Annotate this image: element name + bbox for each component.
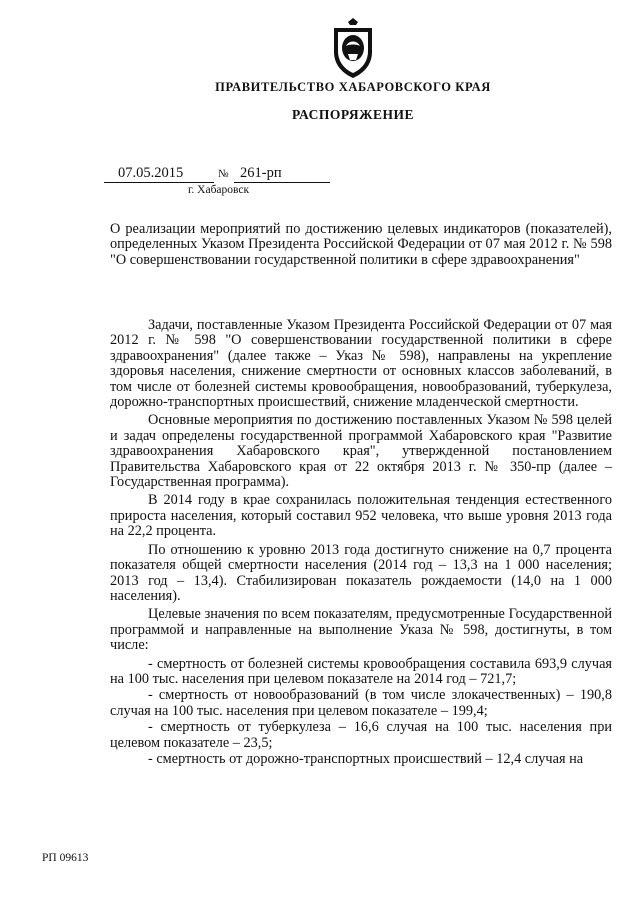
list-item: - смертность от болезней системы кровообращения составила 693,9 случая на 100 тыс. населения при целевом показателе на 2014 год – 721,7; bbox=[110, 655, 612, 687]
organization-title: ПРАВИТЕЛЬСТВО ХАБАРОВСКОГО КРАЯ bbox=[215, 80, 491, 94]
document-subject: О реализации мероприятий по достижению целевых индикаторов (показателей), определенных Указом Президента Российской Федерации от 07 мая 2012 г. № 598 "О совершенствовании государственной политики в сфере здравоохранения" bbox=[110, 221, 612, 268]
document-date: 07.05.2015 bbox=[118, 165, 184, 181]
list-item: - смертность от туберкулеза – 16,6 случая на 100 тыс. населения при целевом показателе – 23,5; bbox=[110, 719, 612, 751]
date-underline bbox=[104, 182, 214, 183]
document-code: РП 09613 bbox=[42, 852, 89, 864]
khabarovsk-coat-of-arms-icon bbox=[326, 18, 380, 80]
number-underline bbox=[234, 182, 330, 183]
city-label: г. Хабаровск bbox=[188, 184, 250, 196]
number-sign: № bbox=[218, 168, 229, 180]
paragraph: В 2014 году в крае сохранилась положительная тенденция естественного прироста населения, который составил 952 человека, что выше уровня 2013 года на 22,2 процента. bbox=[110, 492, 612, 540]
list-item: - смертность от новообразований (в том числе злокачественных) – 190,8 случая на 100 тыс. населения при целевом показателе – 199,4; bbox=[110, 687, 612, 719]
paragraph: Задачи, поставленные Указом Президента Российской Федерации от 07 мая 2012 г. № 598 "О совершенствовании государственной политики в сфере здравоохранения" (далее также – Указ № 598), направлены на укрепление здоровья населения, снижение смертности от основных классов заболеваний, в том числе от болезней системы кровообращения, новообразований, туберкулеза, дорожно-транспортных происшествий, снижение младенческой смертности. bbox=[110, 317, 612, 411]
document-number: 261-рп bbox=[240, 165, 282, 181]
paragraph: По отношению к уровню 2013 года достигнуто снижение на 0,7 процента показателя общей смертности населения (2014 год – 13,3 на 1 000 населения; 2013 год – 13,4). Стабилизирован показатель рождаемости (14,0 на 1 000 населения). bbox=[110, 541, 612, 604]
list-item: - смертность от дорожно-транспортных происшествий – 12,4 случая на bbox=[148, 750, 584, 767]
paragraph: Основные мероприятия по достижению поставленных Указом № 598 целей и задач определены государственной программой Хабаровского края "Развитие здравоохранения Хабаровского края", утвержденной постановлением Правительства Хабаровского края от 22 октября 2013 г. № 350-пр (далее – Государственная программа). bbox=[110, 412, 612, 491]
document-type: РАСПОРЯЖЕНИЕ bbox=[291, 107, 415, 122]
paragraph: Целевые значения по всем показателям, предусмотренные Государственной программой и направленные на выполнение Указа № 598, достигнуты, в том числе: bbox=[110, 606, 612, 654]
document-body bbox=[110, 318, 612, 768]
